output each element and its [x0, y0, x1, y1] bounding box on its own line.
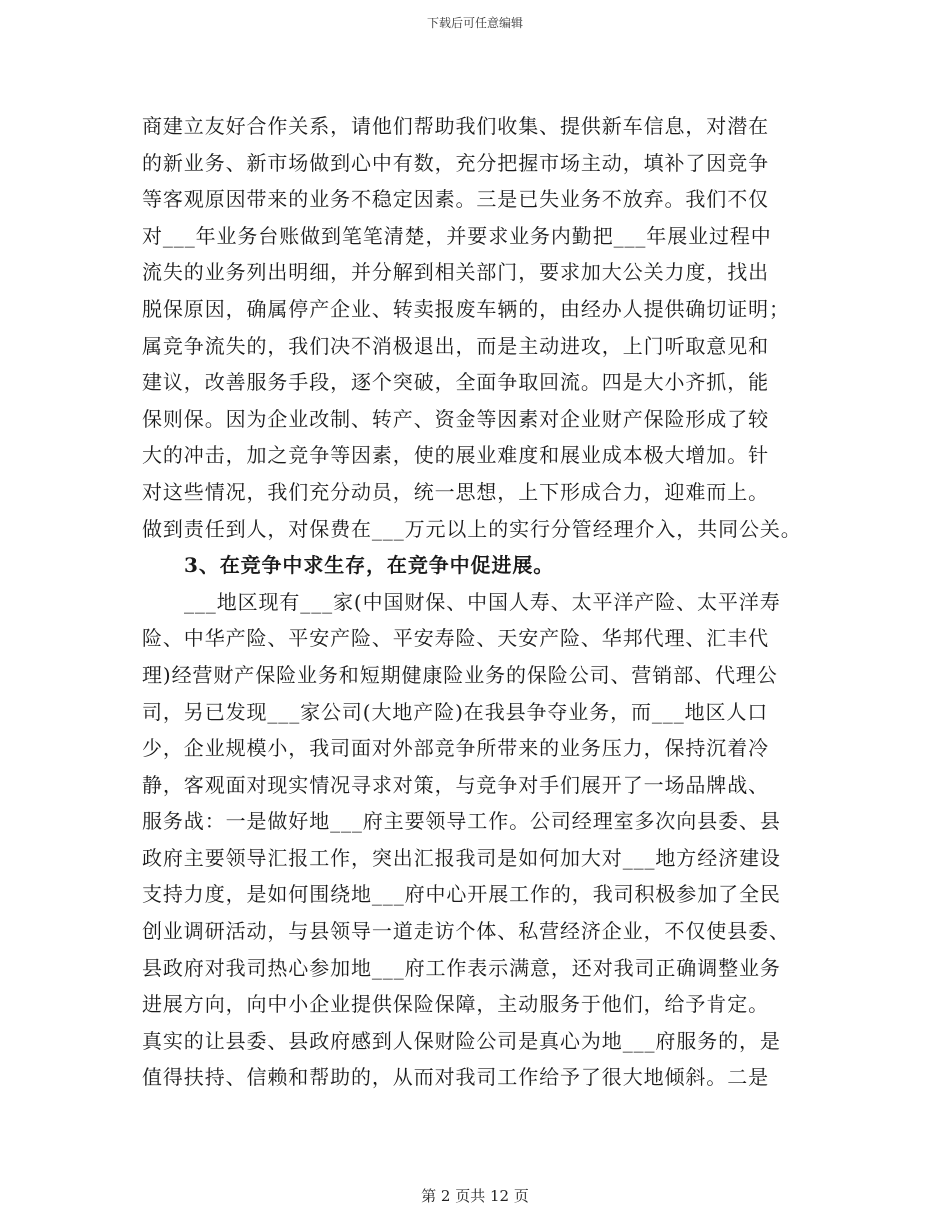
paragraph-line: 司，另已发现___家公司(大地产险)在我县争夺业务，而___地区人口 — [142, 699, 769, 724]
paragraph-line: 对这些情况，我们充分动员，统一思想，上下形成合力，迎难而上。 — [142, 479, 769, 504]
paragraph-line: ___地区现有___家(中国财保、中国人寿、太平洋产险、太平洋寿 — [184, 589, 781, 614]
paragraph-line: 静，客观面对现实情况寻求对策，与竞争对手们展开了一场品牌战、 — [142, 772, 769, 797]
page-header: 下载后可任意编辑 — [426, 16, 523, 30]
document-body — [142, 108, 822, 1096]
paragraph-line: 流失的业务列出明细，并分解到相关部门，要求加大公关力度，找出 — [142, 260, 769, 285]
paragraph-line: 服务战：一是做好地___府主要领导工作。公司经理室多次向县委、县 — [142, 809, 781, 834]
paragraph-line: 理)经营财产保险业务和短期健康险业务的保险公司、营销部、代理公 — [142, 662, 778, 687]
paragraph-line: 做到责任到人，对保费在___万元以上的实行分管经理介入，共同公关。 — [142, 516, 802, 541]
paragraph-line: 创业调研活动，与县领导一道走访个体、私营经济企业，不仅使县委、 — [142, 919, 790, 944]
page-number: 第 2 页共 12 页 — [421, 1187, 529, 1205]
section-heading: 3、在竞争中求生存，在竞争中促进展。 — [184, 553, 555, 578]
paragraph-line: 脱保原因，确属停产企业、转卖报废车辆的，由经办人提供确切证明； — [142, 296, 790, 321]
paragraph-line: 大的冲击，加之竞争等因素，使的展业难度和展业成本极大增加。针 — [142, 443, 769, 468]
paragraph-line: 进展方向，向中小企业提供保险保障，主动服务于他们，给予肯定。 — [142, 992, 769, 1017]
paragraph-line: 的新业务、新市场做到心中有数，充分把握市场主动，填补了因竞争 — [142, 150, 769, 175]
paragraph-line: 属竞争流失的，我们决不消极退出，而是主动进攻，上门听取意见和 — [142, 333, 769, 358]
paragraph-line: 保则保。因为企业改制、转产、资金等因素对企业财产保险形成了较 — [142, 406, 769, 431]
paragraph-line: 少，企业规模小，我司面对外部竞争所带来的业务压力，保持沉着冷 — [142, 736, 769, 761]
paragraph-line: 险、中华产险、平安产险、平安寿险、天安产险、华邦代理、汇丰代 — [142, 626, 769, 651]
paragraph-line: 真实的让县委、县政府感到人保财险公司是真心为地___府服务的，是 — [142, 1028, 781, 1053]
paragraph-line: 建议，改善服务手段，逐个突破，全面争取回流。四是大小齐抓，能 — [142, 370, 769, 395]
paragraph-line: 政府主要领导汇报工作，突出汇报我司是如何加大对___地方经济建设 — [142, 845, 781, 870]
paragraph-line: 等客观原因带来的业务不稳定因素。三是已失业务不放弃。我们不仅 — [142, 187, 769, 212]
paragraph-line: 值得扶持、信赖和帮助的，从而对我司工作给予了很大地倾斜。二是 — [142, 1065, 769, 1090]
paragraph-line: 对___年业务台账做到笔笔清楚，并要求业务内勤把___年展业过程中 — [142, 223, 772, 248]
paragraph-line: 支持力度，是如何围绕地___府中心开展工作的，我司积极参加了全民 — [142, 882, 781, 907]
paragraph-line: 县政府对我司热心参加地___府工作表示满意，还对我司正确调整业务 — [142, 955, 781, 980]
paragraph-line: 商建立友好合作关系，请他们帮助我们收集、提供新车信息，对潜在 — [142, 114, 769, 138]
